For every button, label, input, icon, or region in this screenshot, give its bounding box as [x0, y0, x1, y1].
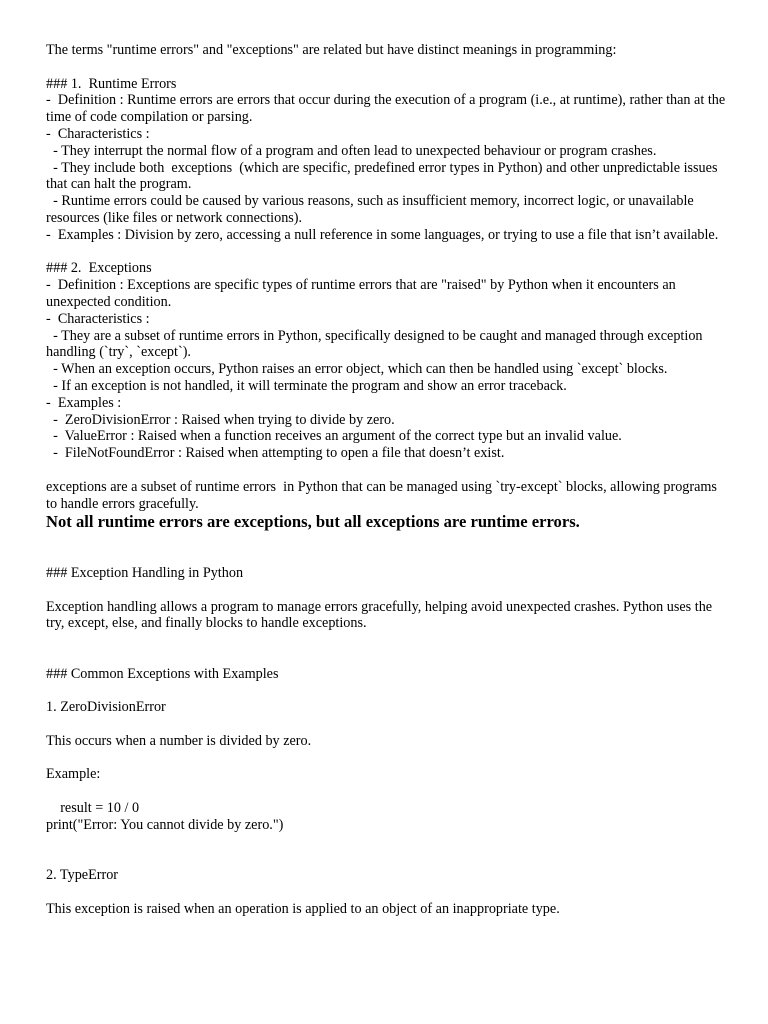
handling-heading: ### Exception Handling in Python [46, 564, 244, 581]
runtime-characteristic-2: - They include both exceptions (which are specific, predefined error types in Python) and other unpredictable issues that can halt the program. [46, 159, 722, 193]
exceptions-example-2: - ValueError : Raised when a function receives an argument of the correct type but an invalid value. [46, 428, 622, 445]
handling-paragraph: Exception handling allows a program to manage errors gracefully, helping avoid unexpected crashes. Python uses the try, except, else, and finally blocks to handle exceptions. [46, 598, 716, 632]
exceptions-example-1: - ZeroDivisionError : Raised when trying to divide by zero. [46, 411, 395, 428]
runtime-definition: - Definition : Runtime errors are errors that occur during the execution of a program (i.e., at runtime), rather than at the time of code compilation or parsing. [46, 92, 729, 126]
item2-description: This exception is raised when an operation is applied to an object of an inappropriate type. [46, 900, 560, 917]
runtime-examples: - Examples : Division by zero, accessing a null reference in some languages, or trying to use a file that isn’t available. [46, 226, 719, 243]
code-line-2: print("Error: You cannot divide by zero.") [46, 816, 284, 833]
exceptions-definition: - Definition : Exceptions are specific types of runtime errors that are "raised" by Python when it encounters an unexpected condition. [46, 277, 680, 310]
code-line-1: result = 10 / 0 [46, 800, 140, 817]
exceptions-characteristic-2: - When an exception occurs, Python raises an error object, which can then be handled using `except` blocks. [46, 361, 668, 378]
example-label: Example: [46, 766, 101, 783]
exceptions-characteristic-1: - They are a subset of runtime errors in Python, specifically designed to be caught and managed through exception handling (`try`, `except`). [46, 327, 707, 361]
bold-statement: Not all runtime errors are exceptions, but all exceptions are runtime errors. [46, 512, 580, 532]
exceptions-example-3: - FileNotFoundError : Raised when attempting to open a file that doesn’t exist. [46, 445, 505, 462]
exceptions-characteristics-label: - Characteristics : [46, 310, 150, 327]
runtime-heading: ### 1. Runtime Errors [46, 75, 177, 92]
item1-description: This occurs when a number is divided by zero. [46, 732, 312, 749]
exceptions-examples-label: - Examples : [46, 394, 122, 411]
exceptions-characteristic-3: - If an exception is not handled, it will terminate the program and show an error traceback. [46, 377, 567, 394]
runtime-characteristics-label: - Characteristics : [46, 125, 150, 142]
item2-title: 2. TypeError [46, 867, 119, 884]
intro-paragraph: The terms "runtime errors" and "exceptions" are related but have distinct meanings in programming: [46, 42, 617, 58]
runtime-characteristic-1: - They interrupt the normal flow of a program and often lead to unexpected behaviour or program crashes. [46, 142, 657, 159]
item1-title: 1. ZeroDivisionError [46, 699, 166, 716]
summary-paragraph: exceptions are a subset of runtime errors in Python that can be managed using `try-except` blocks, allowing programs to handle errors gracefully. [46, 478, 721, 512]
runtime-characteristic-3: - Runtime errors could be caused by various reasons, such as insufficient memory, incorrect logic, or unavailable resources (like files or network connections). [46, 193, 698, 226]
exceptions-heading: ### 2. Exceptions [46, 260, 152, 277]
common-heading: ### Common Exceptions with Examples [46, 665, 279, 682]
